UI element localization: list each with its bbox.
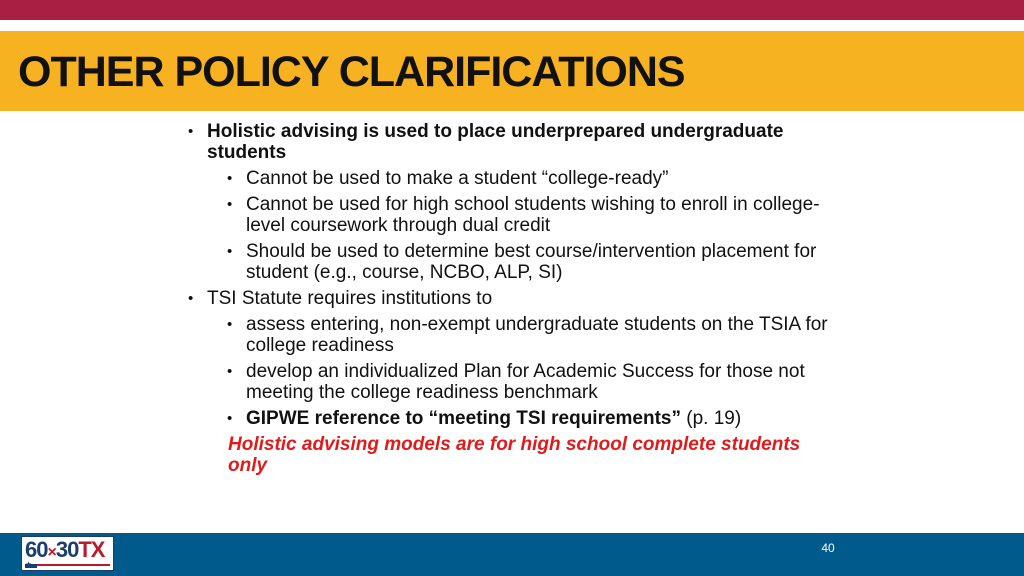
bullet-dot-icon: • xyxy=(188,123,194,140)
bullet-tsi-statute xyxy=(185,288,845,309)
60x30tx-logo xyxy=(21,536,114,571)
sub-bullet-text: Should be used to determine best course/intervention placement for student (e.g., course, NCBO, ALP, SI) xyxy=(246,241,817,283)
logo-number-30: 30 xyxy=(55,537,79,562)
sub-bullet-text: Cannot be used to make a student “college-ready” xyxy=(246,168,669,189)
sub-bullet-dual-credit xyxy=(185,194,845,236)
logo-number-60: 60 xyxy=(25,537,48,562)
sub-bullet-text: develop an individualized Plan for Academic Success for those not meeting the college readiness benchmark xyxy=(246,361,805,403)
logo-text xyxy=(25,538,104,565)
bullet-text: TSI Statute requires institutions to xyxy=(207,288,493,309)
logo-star-icon: ★ xyxy=(25,560,33,569)
page-reference-text: (p. 19) xyxy=(681,408,742,429)
bullet-dot-icon: • xyxy=(227,170,233,187)
slide-title: OTHER POLICY CLARIFICATIONS xyxy=(18,48,685,96)
page-number: 40 xyxy=(821,541,835,555)
bullet-dot-icon: • xyxy=(227,316,233,333)
top-accent-bar xyxy=(0,0,1024,20)
slide-content xyxy=(185,121,845,476)
bullet-dot-icon: • xyxy=(188,290,194,307)
bullet-dot-icon: • xyxy=(227,410,233,427)
footer-bar xyxy=(0,533,1024,576)
sub-bullet-text: Cannot be used for high school students wishing to enroll in college-level coursework through dual credit xyxy=(246,194,820,236)
bullet-dot-icon: • xyxy=(227,196,233,213)
bullet-dot-icon: • xyxy=(227,243,233,260)
sub-bullet-gipwe xyxy=(185,408,845,429)
bullet-dot-icon: • xyxy=(227,363,233,380)
holistic-advising-note: Holistic advising models are for high school complete students only xyxy=(228,434,801,476)
sub-bullet-plan xyxy=(185,361,845,403)
sub-bullet-assess xyxy=(185,314,845,356)
sub-bullet-college-ready xyxy=(185,168,845,189)
bullet-holistic-advising xyxy=(185,121,845,163)
gipwe-reference-text: GIPWE reference to “meeting TSI requirements” xyxy=(246,408,681,429)
logo-flag-stripe xyxy=(25,564,110,568)
logo-times-icon: × xyxy=(47,544,56,561)
sub-bullet-text: assess entering, non-exempt undergraduate students on the TSIA for college readiness xyxy=(246,314,828,356)
bullet-text: Holistic advising is used to place underprepared undergraduate students xyxy=(207,121,784,163)
sub-bullet-placement xyxy=(185,241,845,283)
logo-state-text: TX xyxy=(78,537,105,562)
